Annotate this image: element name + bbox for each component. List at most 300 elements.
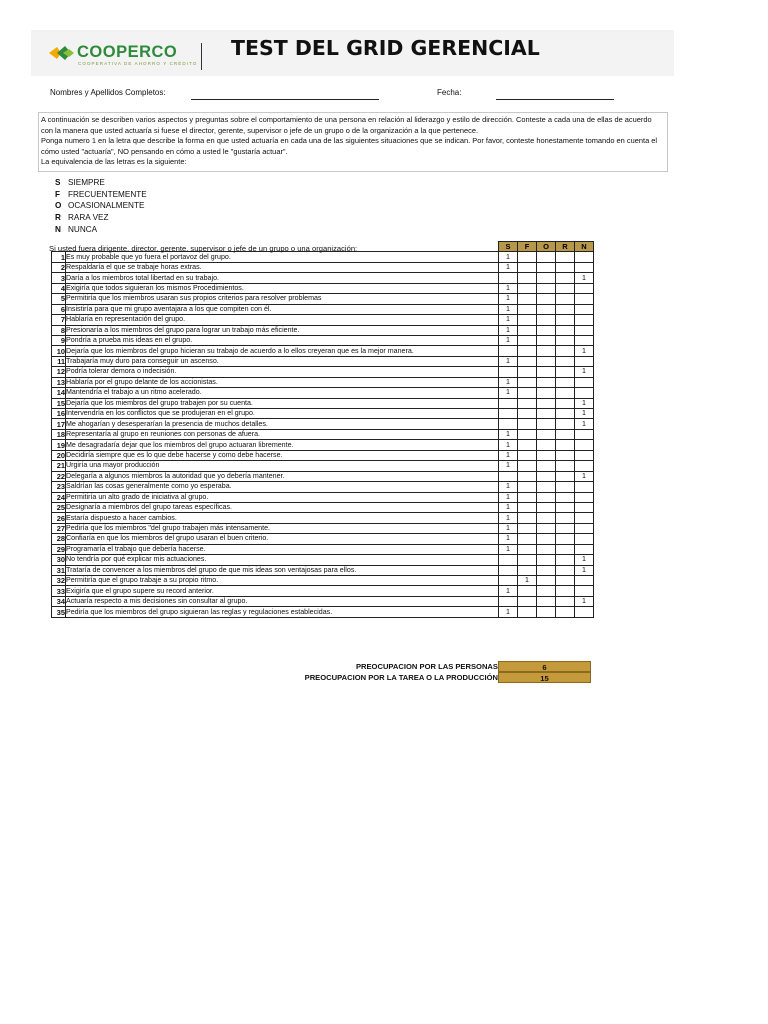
page-title: TEST DEL GRID GERENCIAL	[231, 36, 540, 60]
table-row	[52, 377, 594, 387]
table-row	[52, 356, 594, 366]
answer-cell-n[interactable]	[575, 315, 594, 325]
item-number: 5	[52, 294, 66, 304]
header-banner	[31, 30, 674, 76]
answer-cell-r[interactable]	[556, 419, 575, 429]
instructions-paragraph: La equivalencia de las letras es la siguiente:	[41, 157, 187, 167]
answer-cell-n[interactable]	[575, 576, 594, 586]
item-text: Hablaría en representación del grupo.	[66, 315, 499, 325]
answer-cell-o[interactable]	[537, 377, 556, 387]
answer-grid	[51, 241, 594, 618]
answer-cell-r[interactable]	[556, 356, 575, 366]
summary	[240, 661, 549, 683]
answer-cell-f[interactable]	[518, 315, 537, 325]
table-row	[52, 523, 594, 533]
leaf-logo-icon	[47, 45, 75, 61]
answer-cell-s[interactable]: 1	[499, 534, 518, 544]
answer-cell-s[interactable]	[499, 471, 518, 481]
answer-cell-o[interactable]	[537, 576, 556, 586]
logo-subtitle: COOPERATIVA DE AHORRO Y CRÉDITO	[78, 61, 198, 66]
item-text: Pediría que los miembros "del grupo trabajen más intensamente.	[66, 523, 499, 533]
answer-cell-s[interactable]	[499, 596, 518, 606]
table-row	[52, 388, 594, 398]
answer-cell-f[interactable]	[518, 283, 537, 293]
answer-cell-f[interactable]	[518, 450, 537, 460]
table-row	[52, 398, 594, 408]
answer-cell-f[interactable]	[518, 544, 537, 554]
item-text: Actuaría respecto a mis decisiones sin consultar al grupo.	[66, 596, 499, 606]
answer-cell-s[interactable]	[499, 565, 518, 575]
answer-cell-f[interactable]	[518, 273, 537, 283]
cooperco-logo	[47, 43, 217, 67]
answer-cell-n[interactable]	[575, 252, 594, 262]
item-text: Permitiría que el grupo trabaje a su propio ritmo.	[66, 576, 499, 586]
answer-cell-o[interactable]	[537, 252, 556, 262]
item-number: 35	[52, 607, 66, 617]
table-row	[52, 450, 594, 460]
item-number: 34	[52, 596, 66, 606]
legend-code: F	[55, 189, 61, 199]
answer-cell-r[interactable]	[556, 555, 575, 565]
answer-cell-n[interactable]: 1	[575, 565, 594, 575]
table-row	[52, 273, 594, 283]
table-row	[52, 576, 594, 586]
legend-item	[55, 200, 147, 212]
answer-cell-s[interactable]: 1	[499, 502, 518, 512]
item-text: Programaría el trabajo que debería hacerse.	[66, 544, 499, 554]
answer-cell-f[interactable]	[518, 492, 537, 502]
answer-cell-s[interactable]: 1	[499, 461, 518, 471]
legend-item	[55, 223, 147, 235]
logo-text: COOPERCO	[77, 43, 178, 61]
answer-cell-o[interactable]	[537, 523, 556, 533]
answer-cell-s[interactable]: 1	[499, 429, 518, 439]
answer-cell-n[interactable]: 1	[575, 419, 594, 429]
answer-cell-o[interactable]	[537, 534, 556, 544]
item-number: 24	[52, 492, 66, 502]
table-row	[52, 252, 594, 262]
answer-cell-f[interactable]	[518, 607, 537, 617]
item-number: 2	[52, 262, 66, 272]
answer-cell-o[interactable]	[537, 555, 556, 565]
answer-cell-s[interactable]: 1	[499, 607, 518, 617]
answer-cell-n[interactable]	[575, 544, 594, 554]
answer-cell-r[interactable]	[556, 304, 575, 314]
answer-cell-n[interactable]	[575, 335, 594, 345]
item-number: 21	[52, 461, 66, 471]
answer-cell-f[interactable]	[518, 262, 537, 272]
table-row	[52, 429, 594, 439]
answer-cell-n[interactable]	[575, 534, 594, 544]
legend-code: N	[55, 224, 61, 234]
answer-cell-f[interactable]	[518, 534, 537, 544]
item-number: 22	[52, 471, 66, 481]
item-text: Representaría al grupo en reuniones con personas de afuera.	[66, 429, 499, 439]
item-number: 12	[52, 367, 66, 377]
item-number: 19	[52, 440, 66, 450]
item-number: 7	[52, 315, 66, 325]
answer-cell-n[interactable]	[575, 388, 594, 398]
item-text: Dejaría que los miembros del grupo hicieran su trabajo de acuerdo a lo ellos creyeran que es la mejor manera.	[66, 346, 499, 356]
answer-cell-s[interactable]	[499, 409, 518, 419]
answer-cell-s[interactable]: 1	[499, 335, 518, 345]
answer-cell-r[interactable]	[556, 544, 575, 554]
answer-cell-r[interactable]	[556, 429, 575, 439]
answer-cell-o[interactable]	[537, 388, 556, 398]
item-text: Trabajaría muy duro para conseguir un ascenso.	[66, 356, 499, 366]
answer-cell-s[interactable]: 1	[499, 356, 518, 366]
answer-cell-o[interactable]	[537, 273, 556, 283]
answer-cell-n[interactable]: 1	[575, 273, 594, 283]
answer-cell-s[interactable]: 1	[499, 440, 518, 450]
table-row	[52, 565, 594, 575]
answer-cell-r[interactable]	[556, 346, 575, 356]
answer-cell-r[interactable]	[556, 367, 575, 377]
item-number: 6	[52, 304, 66, 314]
table-row	[52, 502, 594, 512]
table-row	[52, 335, 594, 345]
answer-cell-s[interactable]: 1	[499, 294, 518, 304]
answer-cell-r[interactable]	[556, 273, 575, 283]
answer-cell-n[interactable]: 1	[575, 471, 594, 481]
answer-cell-f[interactable]	[518, 304, 537, 314]
answer-cell-r[interactable]	[556, 513, 575, 523]
answer-cell-r[interactable]	[556, 502, 575, 512]
question-header: Si usted fuera dirigente, director, gerente, supervisor o jefe de un grupo o una organización:	[49, 244, 358, 253]
item-text: Urgiría una mayor producción	[66, 461, 499, 471]
item-number: 4	[52, 283, 66, 293]
answer-cell-f[interactable]	[518, 596, 537, 606]
table-row	[52, 586, 594, 596]
item-number: 11	[52, 356, 66, 366]
answer-cell-r[interactable]	[556, 294, 575, 304]
table-row	[52, 315, 594, 325]
answer-cell-r[interactable]	[556, 388, 575, 398]
item-text: Designaría a miembros del grupo tareas específicas.	[66, 502, 499, 512]
answer-cell-n[interactable]	[575, 440, 594, 450]
answer-cell-s[interactable]: 1	[499, 304, 518, 314]
item-number: 15	[52, 398, 66, 408]
column-header-n: N	[575, 242, 594, 252]
item-text: Pondría a prueba mis ideas en el grupo.	[66, 335, 499, 345]
answer-cell-o[interactable]	[537, 325, 556, 335]
summary-label: PREOCUPACION POR LAS PERSONAS	[355, 662, 498, 671]
answer-cell-f[interactable]	[518, 471, 537, 481]
answer-cell-r[interactable]	[556, 607, 575, 617]
answer-cell-r[interactable]	[556, 315, 575, 325]
answer-cell-r[interactable]	[556, 377, 575, 387]
summary-value: 15	[498, 672, 591, 683]
answer-cell-o[interactable]	[537, 471, 556, 481]
answer-cell-f[interactable]	[518, 398, 537, 408]
answer-cell-n[interactable]: 1	[575, 596, 594, 606]
table-row	[52, 294, 594, 304]
column-header-s: S	[499, 242, 518, 252]
answer-cell-o[interactable]	[537, 502, 556, 512]
table-row	[52, 461, 594, 471]
name-label: Nombres y Apellidos Completos:	[50, 88, 166, 97]
answer-cell-f[interactable]	[518, 513, 537, 523]
answer-cell-n[interactable]	[575, 607, 594, 617]
answer-cell-f[interactable]	[518, 346, 537, 356]
table-row	[52, 534, 594, 544]
answer-cell-f[interactable]	[518, 367, 537, 377]
item-number: 26	[52, 513, 66, 523]
answer-cell-o[interactable]	[537, 294, 556, 304]
answer-cell-s[interactable]	[499, 419, 518, 429]
instructions-paragraph: Ponga numero 1 en la letra que describe la forma en que usted actuaría en cada una de las siguientes situaciones que se indican. Por favor, conteste honestamente tomando en cuenta el cómo usted "actuaría", NO pensando en cómo a usted le "gustaría actuar".	[41, 136, 658, 156]
item-text: Presionaría a los miembros del grupo para lograr un trabajo más eficiente.	[66, 325, 499, 335]
item-text: Hablaría por el grupo delante de los accionistas.	[66, 377, 499, 387]
column-header-r: R	[556, 242, 575, 252]
answer-cell-n[interactable]	[575, 461, 594, 471]
table-row	[52, 346, 594, 356]
item-number: 29	[52, 544, 66, 554]
item-number: 8	[52, 325, 66, 335]
answer-cell-o[interactable]	[537, 429, 556, 439]
table-row	[52, 440, 594, 450]
item-text: Saldrían las cosas generalmente como yo esperaba.	[66, 482, 499, 492]
item-number: 23	[52, 482, 66, 492]
answer-cell-s[interactable]: 1	[499, 252, 518, 262]
answer-cell-s[interactable]: 1	[499, 544, 518, 554]
item-number: 17	[52, 419, 66, 429]
table-row	[52, 325, 594, 335]
legend-code: R	[55, 213, 61, 223]
answer-cell-r[interactable]	[556, 335, 575, 345]
answer-cell-o[interactable]	[537, 482, 556, 492]
answer-cell-r[interactable]	[556, 461, 575, 471]
answer-cell-n[interactable]	[575, 377, 594, 387]
answer-cell-n[interactable]: 1	[575, 409, 594, 419]
answer-cell-n[interactable]	[575, 502, 594, 512]
item-text: Podría tolerar demora o indecisión.	[66, 367, 499, 377]
answer-cell-s[interactable]: 1	[499, 325, 518, 335]
table-row	[52, 607, 594, 617]
answer-cell-n[interactable]	[575, 262, 594, 272]
answer-cell-n[interactable]	[575, 586, 594, 596]
legend-label: RARA VEZ	[68, 213, 109, 223]
answer-cell-r[interactable]	[556, 596, 575, 606]
letter-legend	[55, 177, 147, 235]
answer-cell-o[interactable]	[537, 596, 556, 606]
item-text: Es muy probable que yo fuera el portavoz del grupo.	[66, 252, 499, 262]
answer-cell-o[interactable]	[537, 367, 556, 377]
answer-cell-s[interactable]: 1	[499, 388, 518, 398]
item-text: Exigiría que el grupo supere su record anterior.	[66, 586, 499, 596]
answer-cell-o[interactable]	[537, 335, 556, 345]
legend-item	[55, 177, 147, 189]
instructions-box	[38, 112, 668, 172]
answer-cell-n[interactable]: 1	[575, 398, 594, 408]
legend-code: O	[55, 201, 62, 211]
answer-cell-r[interactable]	[556, 576, 575, 586]
answer-cell-r[interactable]	[556, 471, 575, 481]
table-row	[52, 482, 594, 492]
item-number: 13	[52, 377, 66, 387]
answer-cell-s[interactable]: 1	[499, 450, 518, 460]
answer-cell-s[interactable]	[499, 555, 518, 565]
answer-cell-o[interactable]	[537, 565, 556, 575]
item-number: 10	[52, 346, 66, 356]
answer-cell-s[interactable]: 1	[499, 482, 518, 492]
table-row	[52, 419, 594, 429]
answer-cell-s[interactable]	[499, 398, 518, 408]
answer-cell-n[interactable]	[575, 294, 594, 304]
answer-cell-s[interactable]	[499, 367, 518, 377]
item-text: Me ahogarían y desesperarían la presencia de muchos detalles.	[66, 419, 499, 429]
answer-cell-f[interactable]	[518, 502, 537, 512]
answer-cell-f[interactable]	[518, 440, 537, 450]
answer-cell-n[interactable]: 1	[575, 367, 594, 377]
answer-cell-s[interactable]	[499, 273, 518, 283]
item-text: Me desagradaría dejar que los miembros del grupo actuaran libremente.	[66, 440, 499, 450]
answer-cell-f[interactable]	[518, 482, 537, 492]
answer-cell-s[interactable]: 1	[499, 586, 518, 596]
item-number: 32	[52, 576, 66, 586]
answer-cell-r[interactable]	[556, 440, 575, 450]
item-number: 14	[52, 388, 66, 398]
summary-row	[240, 661, 547, 672]
answer-cell-n[interactable]	[575, 283, 594, 293]
answer-cell-o[interactable]	[537, 450, 556, 460]
answer-cell-n[interactable]	[575, 429, 594, 439]
answer-cell-o[interactable]	[537, 262, 556, 272]
answer-cell-s[interactable]	[499, 346, 518, 356]
item-text: Permitiría que los miembros usaran sus propios criterios para resolver problemas	[66, 294, 499, 304]
table-row	[52, 367, 594, 377]
instructions-paragraph: A continuación se describen varios aspectos y preguntas sobre el comportamiento de una persona en relación al liderazgo y estilo de dirección. Conteste a cada una de ellas de acuerdo con la manera que usted actuaría si fuese el director, gerente, supervisor o jefe de un grupo o de la organización a la que pertenece.	[41, 115, 652, 135]
item-text: Dejaría que los miembros del grupo trabajen por su cuenta.	[66, 398, 499, 408]
table-row	[52, 262, 594, 272]
answer-cell-f[interactable]	[518, 325, 537, 335]
item-text: Respaldaría el que se trabaje horas extras.	[66, 262, 499, 272]
answer-cell-s[interactable]: 1	[499, 523, 518, 533]
answer-cell-s[interactable]: 1	[499, 492, 518, 502]
answer-cell-o[interactable]	[537, 513, 556, 523]
answer-cell-o[interactable]	[537, 398, 556, 408]
answer-cell-o[interactable]	[537, 346, 556, 356]
answer-cell-s[interactable]: 1	[499, 262, 518, 272]
answer-cell-f[interactable]	[518, 565, 537, 575]
answer-cell-r[interactable]	[556, 283, 575, 293]
answer-cell-r[interactable]	[556, 523, 575, 533]
answer-cell-f[interactable]	[518, 377, 537, 387]
answer-cell-f[interactable]	[518, 586, 537, 596]
item-text: Pediría que los miembros del grupo siguieran las reglas y regulaciones establecidas.	[66, 607, 499, 617]
legend-code: S	[55, 178, 61, 188]
item-text: Decidiría siempre que es lo que debe hacerse y como debe hacerse.	[66, 450, 499, 460]
answer-cell-o[interactable]	[537, 419, 556, 429]
item-number: 1	[52, 252, 66, 262]
grid-header-row	[52, 242, 594, 252]
answer-cell-r[interactable]	[556, 482, 575, 492]
answer-cell-r[interactable]	[556, 586, 575, 596]
answer-cell-s[interactable]: 1	[499, 315, 518, 325]
answer-cell-n[interactable]	[575, 492, 594, 502]
answer-cell-s[interactable]: 1	[499, 377, 518, 387]
answer-cell-n[interactable]: 1	[575, 346, 594, 356]
answer-cell-n[interactable]	[575, 325, 594, 335]
answer-cell-o[interactable]	[537, 461, 556, 471]
item-text: Exigiría que todos siguieran los mismos Procedimientos.	[66, 283, 499, 293]
answer-cell-f[interactable]	[518, 555, 537, 565]
answer-cell-r[interactable]	[556, 325, 575, 335]
answer-cell-f[interactable]	[518, 388, 537, 398]
answer-cell-s[interactable]: 1	[499, 283, 518, 293]
date-field[interactable]	[496, 99, 614, 100]
legend-label: OCASIONALMENTE	[68, 201, 145, 211]
answer-cell-o[interactable]	[537, 356, 556, 366]
answer-cell-o[interactable]	[537, 304, 556, 314]
answer-cell-o[interactable]	[537, 283, 556, 293]
answer-cell-f[interactable]	[518, 356, 537, 366]
answer-cell-o[interactable]	[537, 409, 556, 419]
answer-cell-n[interactable]: 1	[575, 555, 594, 565]
answer-cell-r[interactable]	[556, 398, 575, 408]
answer-cell-f[interactable]	[518, 335, 537, 345]
answer-cell-o[interactable]	[537, 586, 556, 596]
table-row	[52, 596, 594, 606]
answer-cell-r[interactable]	[556, 252, 575, 262]
answer-cell-s[interactable]	[499, 576, 518, 586]
legend-label: FRECUENTEMENTE	[68, 189, 147, 199]
answer-cell-f[interactable]: 1	[518, 576, 537, 586]
answer-cell-o[interactable]	[537, 492, 556, 502]
answer-cell-n[interactable]	[575, 304, 594, 314]
item-number: 31	[52, 565, 66, 575]
table-row	[52, 492, 594, 502]
summary-value: 6	[498, 661, 591, 672]
item-text: Delegaría a algunos miembros la autoridad que yo debería mantener.	[66, 471, 499, 481]
answer-cell-r[interactable]	[556, 492, 575, 502]
table-row	[52, 471, 594, 481]
table-row	[52, 544, 594, 554]
answer-cell-r[interactable]	[556, 409, 575, 419]
answer-cell-f[interactable]	[518, 461, 537, 471]
answer-cell-f[interactable]	[518, 294, 537, 304]
answer-cell-r[interactable]	[556, 534, 575, 544]
answer-cell-o[interactable]	[537, 440, 556, 450]
answer-cell-f[interactable]	[518, 252, 537, 262]
answer-cell-n[interactable]	[575, 513, 594, 523]
answer-cell-r[interactable]	[556, 262, 575, 272]
answer-cell-n[interactable]	[575, 482, 594, 492]
answer-cell-n[interactable]	[575, 356, 594, 366]
legend-item	[55, 189, 147, 201]
answer-cell-f[interactable]	[518, 419, 537, 429]
item-text: Permitiría un alto grado de iniciativa al grupo.	[66, 492, 499, 502]
answer-cell-o[interactable]	[537, 315, 556, 325]
answer-cell-r[interactable]	[556, 565, 575, 575]
answer-cell-s[interactable]: 1	[499, 513, 518, 523]
item-number: 33	[52, 586, 66, 596]
legend-item	[55, 212, 147, 224]
name-field[interactable]	[191, 99, 379, 100]
answer-cell-r[interactable]	[556, 450, 575, 460]
answer-cell-n[interactable]	[575, 450, 594, 460]
item-number: 25	[52, 502, 66, 512]
answer-cell-o[interactable]	[537, 544, 556, 554]
item-text: Daría a los miembros total libertad en su trabajo.	[66, 273, 499, 283]
answer-cell-f[interactable]	[518, 409, 537, 419]
answer-cell-o[interactable]	[537, 607, 556, 617]
answer-cell-f[interactable]	[518, 429, 537, 439]
item-text: Confiaría en que los miembros del grupo usaran el buen criterio.	[66, 534, 499, 544]
answer-cell-f[interactable]	[518, 523, 537, 533]
item-text: Insistiría para que mi grupo aventajara a los que compiten con él.	[66, 304, 499, 314]
answer-cell-n[interactable]	[575, 523, 594, 533]
